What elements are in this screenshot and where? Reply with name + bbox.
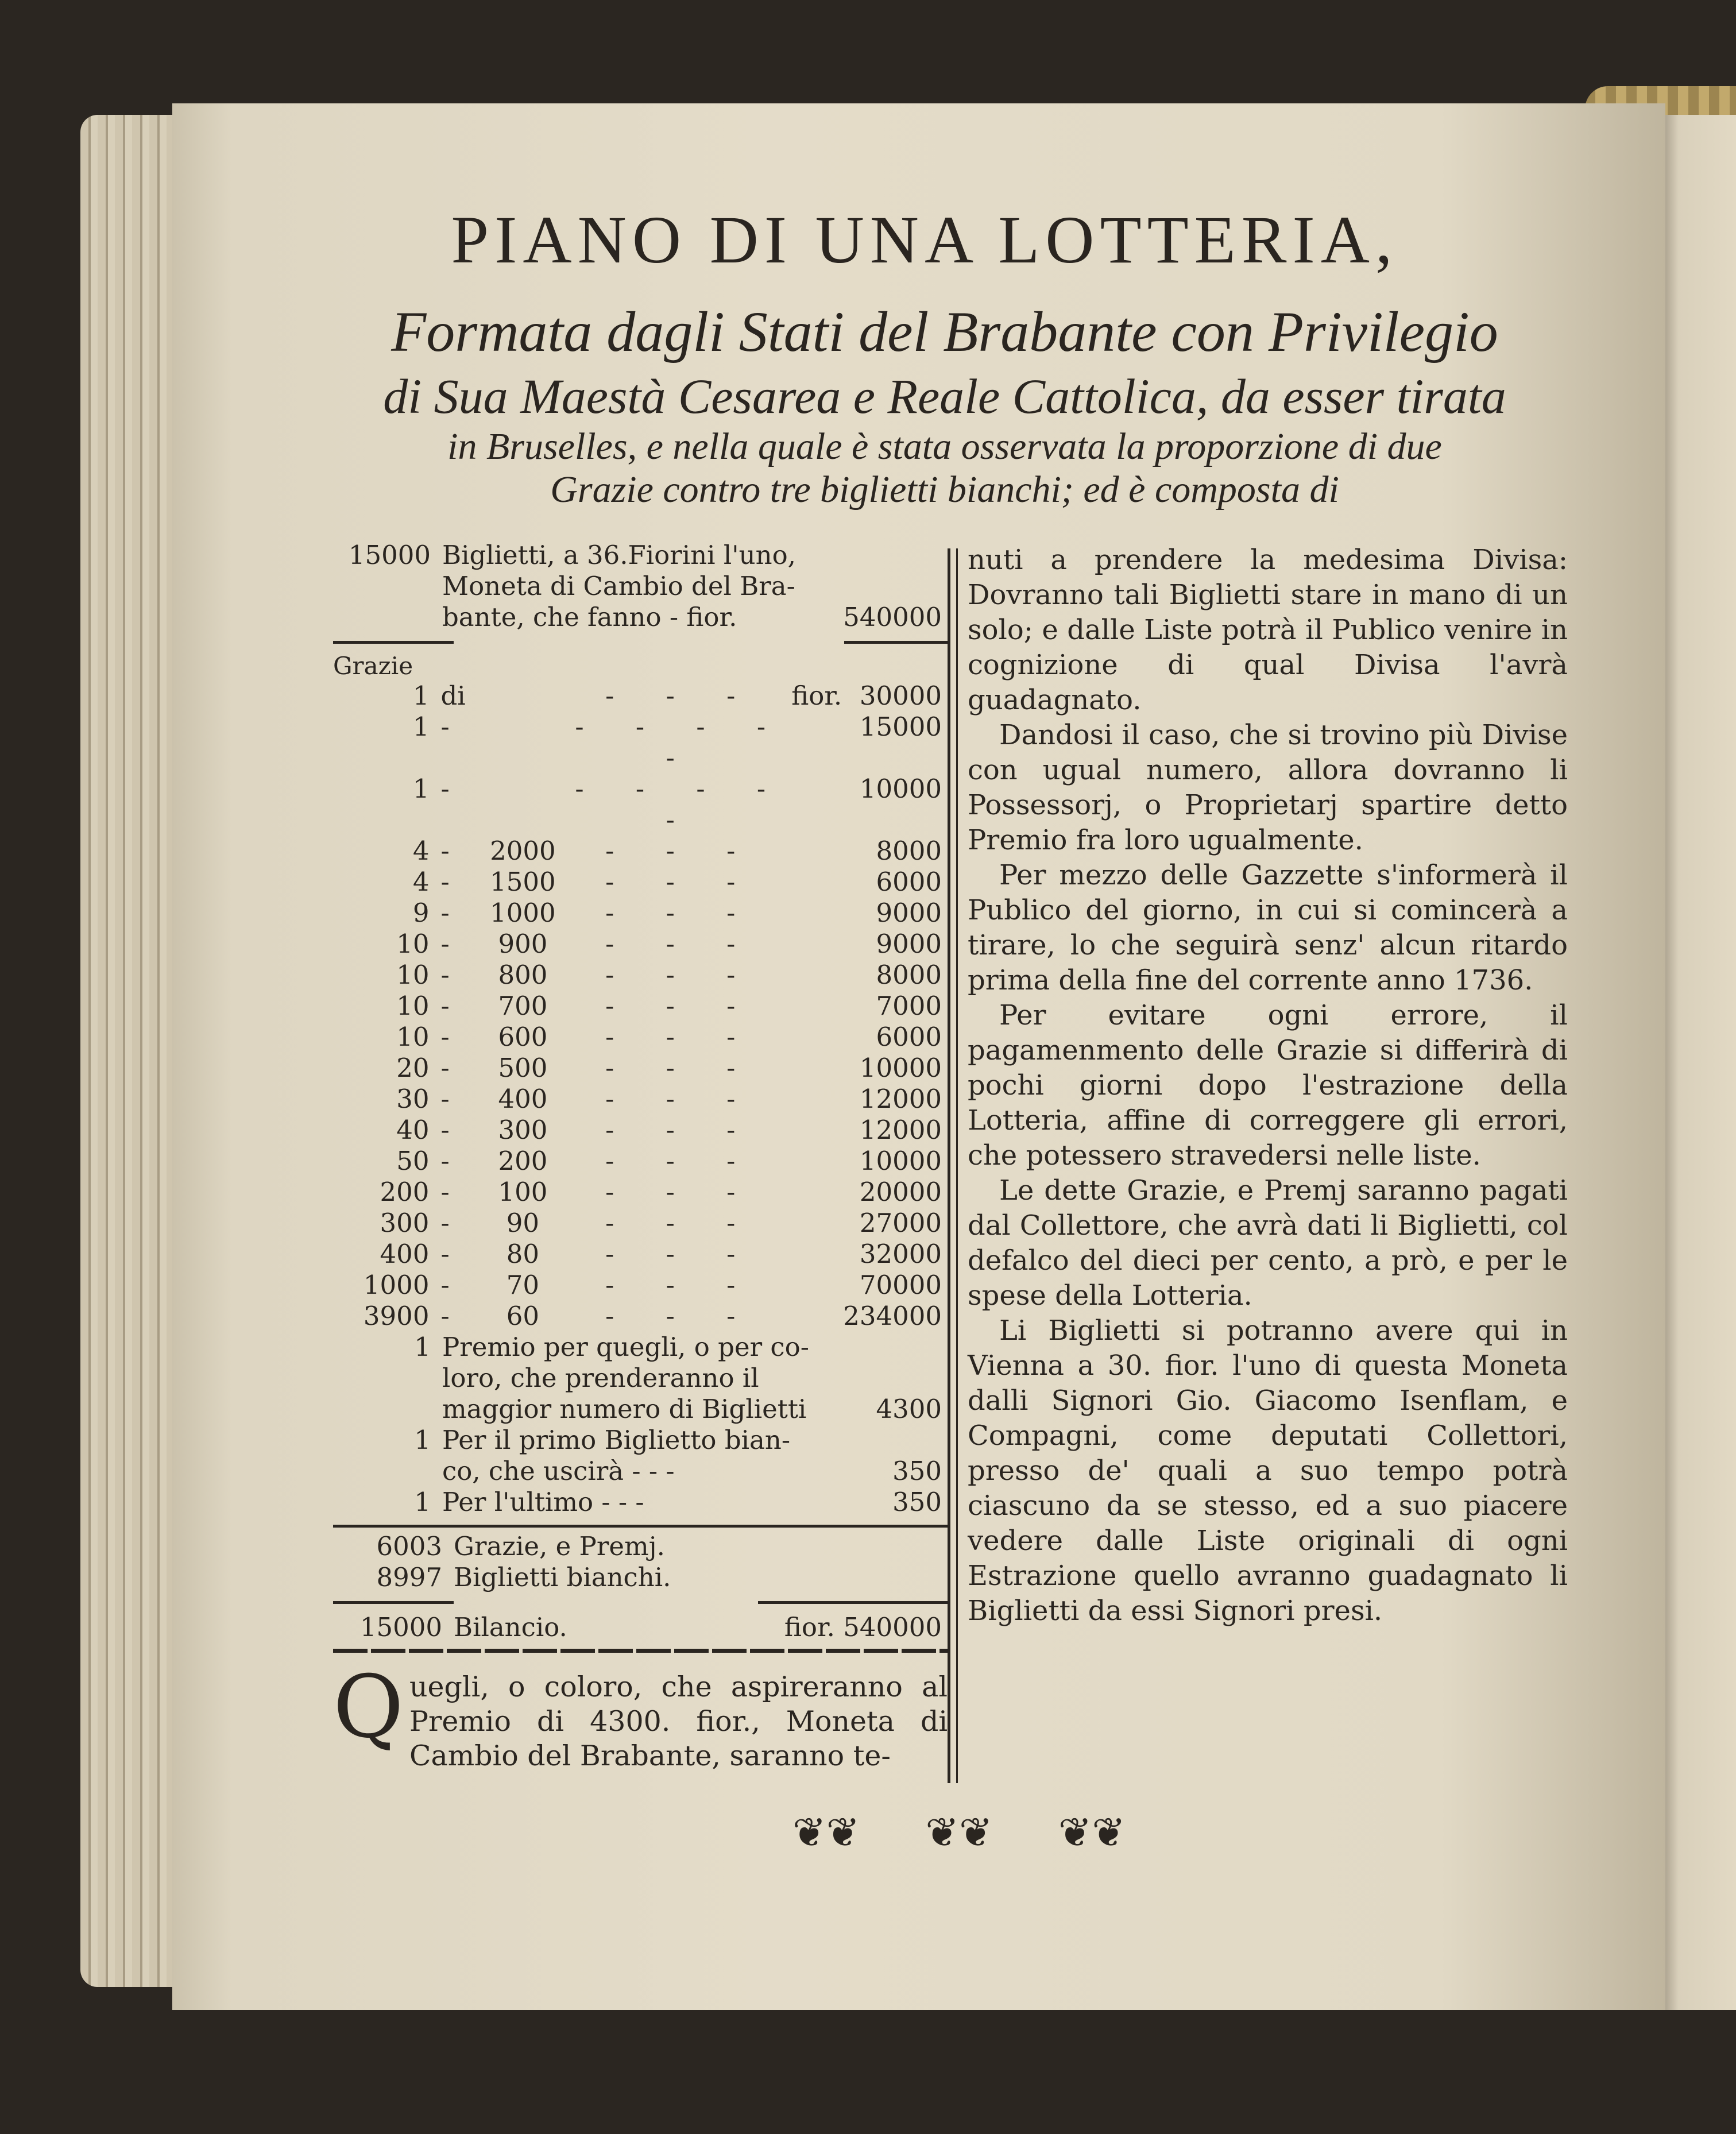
prize-connector: -	[440, 1022, 450, 1052]
prize-value: 100	[498, 1177, 548, 1207]
summary-row	[333, 1562, 948, 1593]
prize-row	[333, 1208, 948, 1239]
prize-value: 200	[498, 1146, 548, 1176]
prize-unit	[791, 960, 843, 991]
intro-line: Moneta di Cambio del Bra-	[442, 571, 795, 601]
prize-row	[333, 991, 948, 1022]
prize-value: 900	[498, 929, 548, 959]
prize-leader: - - -	[605, 929, 757, 959]
prize-count: 20	[396, 1053, 430, 1083]
prize-row	[333, 681, 948, 712]
prize-leader: - - -	[605, 681, 757, 711]
prize-count: 1	[412, 712, 430, 742]
prize-count: 400	[380, 1239, 430, 1269]
prize-connector: -	[440, 1301, 450, 1331]
prize-unit	[791, 1301, 843, 1332]
subtitle-line-3: in Bruselles, e nella quale è stata osservata la proporzione di due	[447, 426, 1442, 467]
extra-prizes	[333, 1332, 948, 1518]
prize-total: 12000	[859, 1115, 942, 1145]
prize-total: 10000	[859, 1146, 942, 1176]
extra-prize-amount: 4300	[876, 1394, 942, 1424]
summary-count: 6003	[376, 1531, 442, 1561]
prize-table-column	[333, 540, 948, 1773]
paragraph: Li Biglietti si potranno avere qui in Vienna a 30. fior. l'uno di questa Moneta dalli Signori Gio. Giacomo Isenflam, e Compagni, come deputati Collettori, presso de' quali a suo tempo potrà ciascuno da se stesso, ed a suo piacere vedere dalle Liste originali di ogni Estrazione quello avranno guadagnato li Biglietti da essi Signori presi.	[968, 1315, 1568, 1627]
prize-connector: -	[440, 929, 450, 959]
grazie-label: Grazie	[333, 652, 413, 680]
prize-leader: - - -	[605, 960, 757, 990]
balance-row	[333, 1612, 948, 1643]
page-title: PIANO DI UNA LOTTERIA,	[451, 202, 1398, 277]
prize-connector: -	[440, 1208, 450, 1238]
prize-unit	[791, 929, 843, 960]
prize-connector: -	[440, 836, 450, 866]
prize-unit	[791, 867, 843, 898]
prize-leader: - - -	[605, 1115, 757, 1145]
subtitle-line-2: di Sua Maestà Cesarea e Reale Cattolica, da esser tirata	[383, 369, 1506, 424]
prize-value: 1000	[490, 898, 556, 928]
prize-count: 1	[412, 681, 430, 711]
paragraph: Per mezzo delle Gazzette s'informerà il Publico del giorno, in cui si comincerà a tirare, lo che seguirà senz' alcun ritardo prima della fine del corrente anno 1736.	[968, 859, 1568, 996]
prize-value: 700	[498, 991, 548, 1021]
prize-row	[333, 1084, 948, 1115]
prize-leader: - - -	[605, 1208, 757, 1238]
prize-connector: -	[440, 774, 450, 804]
prize-row	[333, 1115, 948, 1146]
prize-leader: - - -	[605, 1053, 757, 1083]
prize-leader: - - -	[605, 1146, 757, 1176]
prize-row	[333, 1146, 948, 1177]
prize-unit	[791, 1270, 843, 1301]
prize-total: 70000	[859, 1270, 942, 1300]
prize-row	[333, 836, 948, 867]
prize-count: 10	[396, 960, 430, 990]
prize-connector: -	[440, 1053, 450, 1083]
summary-count: 8997	[376, 1562, 442, 1592]
drop-cap: Q	[333, 1657, 404, 1757]
ornament-icon: ❦❦	[1058, 1809, 1126, 1856]
prize-leader: - - -	[605, 1239, 757, 1269]
prize-connector: -	[440, 991, 450, 1021]
prize-value: 2000	[490, 836, 556, 866]
subtitle-line-1: Formata dagli Stati del Brabante con Privilegio	[391, 300, 1498, 364]
prize-value: 800	[498, 960, 548, 990]
extra-prize-text: Per l'ultimo - - -	[442, 1487, 644, 1517]
prize-connector: -	[440, 1270, 450, 1300]
intro-line: bante, che fanno - fior.	[442, 602, 737, 632]
left-paragraph	[333, 1657, 948, 1773]
prize-value: 80	[506, 1239, 540, 1269]
extra-prize-count: 1	[414, 1332, 431, 1362]
prize-total: 27000	[859, 1208, 942, 1238]
prize-value: 70	[506, 1270, 540, 1300]
prize-row	[333, 867, 948, 898]
prize-value	[475, 774, 571, 836]
prize-row	[333, 1270, 948, 1301]
prize-row	[333, 960, 948, 991]
extra-prize-row	[333, 1425, 948, 1487]
prize-total: 8000	[876, 836, 942, 866]
prize-unit	[791, 836, 843, 867]
prize-connector: -	[440, 1239, 450, 1269]
prize-total: 7000	[876, 991, 942, 1021]
prize-row	[333, 898, 948, 929]
prize-connector: -	[440, 1146, 450, 1176]
prize-value: 300	[498, 1115, 548, 1145]
prize-unit	[791, 1177, 843, 1208]
prize-value: 1500	[490, 867, 556, 897]
prize-row	[333, 1239, 948, 1270]
paragraph: nuti a prendere la medesima Divisa: Dovranno tali Biglietti stare in mano di un solo; e dalle Liste potrà il Publico venire in cognizione di qual Divisa l'avrà guadagnato.	[968, 544, 1568, 716]
text-column	[968, 543, 1568, 1629]
prize-count: 10	[396, 1022, 430, 1052]
prize-count: 30	[396, 1084, 430, 1114]
summary	[333, 1531, 948, 1593]
prize-unit	[791, 991, 843, 1022]
prize-unit	[791, 1239, 843, 1270]
summary-row	[333, 1531, 948, 1562]
prize-row	[333, 929, 948, 960]
prize-connector: -	[440, 867, 450, 897]
prize-unit	[791, 1084, 843, 1115]
balance-count: 15000	[359, 1612, 442, 1642]
extra-prize-amount: 350	[892, 1487, 942, 1517]
intro-count: 15000	[348, 540, 431, 570]
prize-leader: - - -	[605, 991, 757, 1021]
prize-total: 6000	[876, 867, 942, 897]
prize-leader: - - - - -	[575, 774, 788, 835]
prize-count: 4	[412, 836, 430, 866]
prize-connector: -	[440, 898, 450, 928]
prize-value: 90	[506, 1208, 540, 1238]
prize-unit	[791, 1115, 843, 1146]
prize-row	[333, 774, 948, 836]
prize-total: 234000	[843, 1301, 942, 1331]
prize-total: 10000	[859, 774, 942, 804]
prize-connector: -	[440, 712, 450, 742]
rule	[333, 641, 948, 644]
prize-total: 9000	[876, 898, 942, 928]
prize-leader: - - -	[605, 1270, 757, 1300]
prize-leader: - - - - -	[575, 712, 788, 773]
prize-count: 4	[412, 867, 430, 897]
column-divider	[948, 548, 958, 1783]
extra-prize-text: Premio per quegli, o per co- loro, che prenderanno il maggior numero di Biglietti	[442, 1332, 809, 1424]
rule	[333, 1601, 948, 1604]
prize-connector: -	[440, 1177, 450, 1207]
prize-leader: - - -	[605, 1022, 757, 1052]
ornament-icon: ❦❦	[925, 1809, 993, 1856]
prize-total: 32000	[859, 1239, 942, 1269]
prize-total: 20000	[859, 1177, 942, 1207]
prize-leader: - - -	[605, 836, 757, 866]
rule	[333, 1525, 948, 1528]
prize-leader: - - -	[605, 898, 757, 928]
prize-count: 10	[396, 991, 430, 1021]
prize-unit	[791, 1022, 843, 1053]
balance-amount: fior. 540000	[784, 1612, 942, 1642]
prize-row	[333, 1301, 948, 1332]
prize-connector: di	[440, 681, 466, 711]
prize-leader: - - -	[605, 1177, 757, 1207]
prize-total: 6000	[876, 1022, 942, 1052]
prize-unit	[791, 712, 843, 774]
prize-count: 9	[412, 898, 430, 928]
prize-unit	[791, 1053, 843, 1084]
summary-label: Biglietti bianchi.	[454, 1562, 671, 1592]
extra-prize-count: 1	[414, 1425, 431, 1455]
prize-total: 8000	[876, 960, 942, 990]
ornament-icon: ❦❦	[792, 1809, 860, 1856]
prize-unit: fior.	[791, 681, 842, 711]
prize-value	[475, 681, 571, 712]
prize-leader: - - -	[605, 1301, 757, 1331]
prize-value: 500	[498, 1053, 548, 1083]
paragraph: Dandosi il caso, che si trovino più Divise con ugual numero, allora dovranno li Possessorj, o Proprietarj spartire detto Premio fra loro ugualmente.	[968, 719, 1568, 856]
left-paragraph-text: uegli, o coloro, che aspireranno al Premio di 4300. fior., Moneta di Cambio del Brabante, saranno te-	[409, 1671, 948, 1772]
prize-connector: -	[440, 1084, 450, 1114]
extra-prize-count: 1	[414, 1487, 431, 1517]
balance-label: Bilancio.	[454, 1612, 567, 1642]
prize-row	[333, 1053, 948, 1084]
subtitle-line-4: Grazie contro tre biglietti bianchi; ed è composta di	[550, 469, 1339, 511]
extra-prize-row	[333, 1487, 948, 1518]
prize-total: 10000	[859, 1053, 942, 1083]
prize-value: 400	[498, 1084, 548, 1114]
prize-value: 600	[498, 1022, 548, 1052]
extra-prize-text: Per il primo Biglietto bian- co, che uscirà - - -	[442, 1425, 791, 1486]
intro-block	[333, 540, 948, 633]
prize-count: 40	[396, 1115, 430, 1145]
prize-table	[333, 681, 948, 1332]
paragraph: Per evitare ogni errore, il pagamenmento delle Grazie si differirà di pochi giorni dopo l'estrazione della Lotteria, affine di correggere gli errori, che potessero stravedersi nelle liste.	[968, 999, 1568, 1172]
prize-total: 12000	[859, 1084, 942, 1114]
prize-connector: -	[440, 1115, 450, 1145]
prize-unit	[791, 898, 843, 929]
prize-unit	[791, 774, 843, 836]
prize-count: 3900	[363, 1301, 430, 1331]
ornament-row	[792, 1809, 1126, 1856]
prize-count: 10	[396, 929, 430, 959]
prize-count: 300	[380, 1208, 430, 1238]
prize-leader: - - -	[605, 867, 757, 897]
rule	[333, 1649, 948, 1653]
summary-label: Grazie, e Premj.	[454, 1531, 665, 1561]
prize-leader: - - -	[605, 1084, 757, 1114]
prize-count: 1	[412, 774, 430, 804]
intro-amount: 540000	[843, 602, 942, 632]
prize-count: 200	[380, 1177, 430, 1207]
paragraph: Le dette Grazie, e Premj saranno pagati dal Collettore, che avrà dati li Biglietti, col defalco del dieci per cento, a prò, e per le spese della Lotteria.	[968, 1174, 1568, 1312]
prize-value: 60	[506, 1301, 540, 1331]
prize-total: 9000	[876, 929, 942, 959]
prize-unit	[791, 1146, 843, 1177]
prize-total: 15000	[859, 712, 942, 742]
prize-row	[333, 1177, 948, 1208]
prize-connector: -	[440, 960, 450, 990]
extra-prize-row	[333, 1332, 948, 1425]
extra-prize-amount: 350	[892, 1456, 942, 1486]
prize-value	[475, 712, 571, 774]
prize-total: 30000	[859, 681, 942, 711]
prize-row	[333, 1022, 948, 1053]
prize-row	[333, 712, 948, 774]
intro-line: Biglietti, a 36.Fiorini l'uno,	[442, 540, 796, 570]
prize-count: 50	[396, 1146, 430, 1176]
prize-count: 1000	[363, 1270, 430, 1300]
prize-unit	[791, 1208, 843, 1239]
